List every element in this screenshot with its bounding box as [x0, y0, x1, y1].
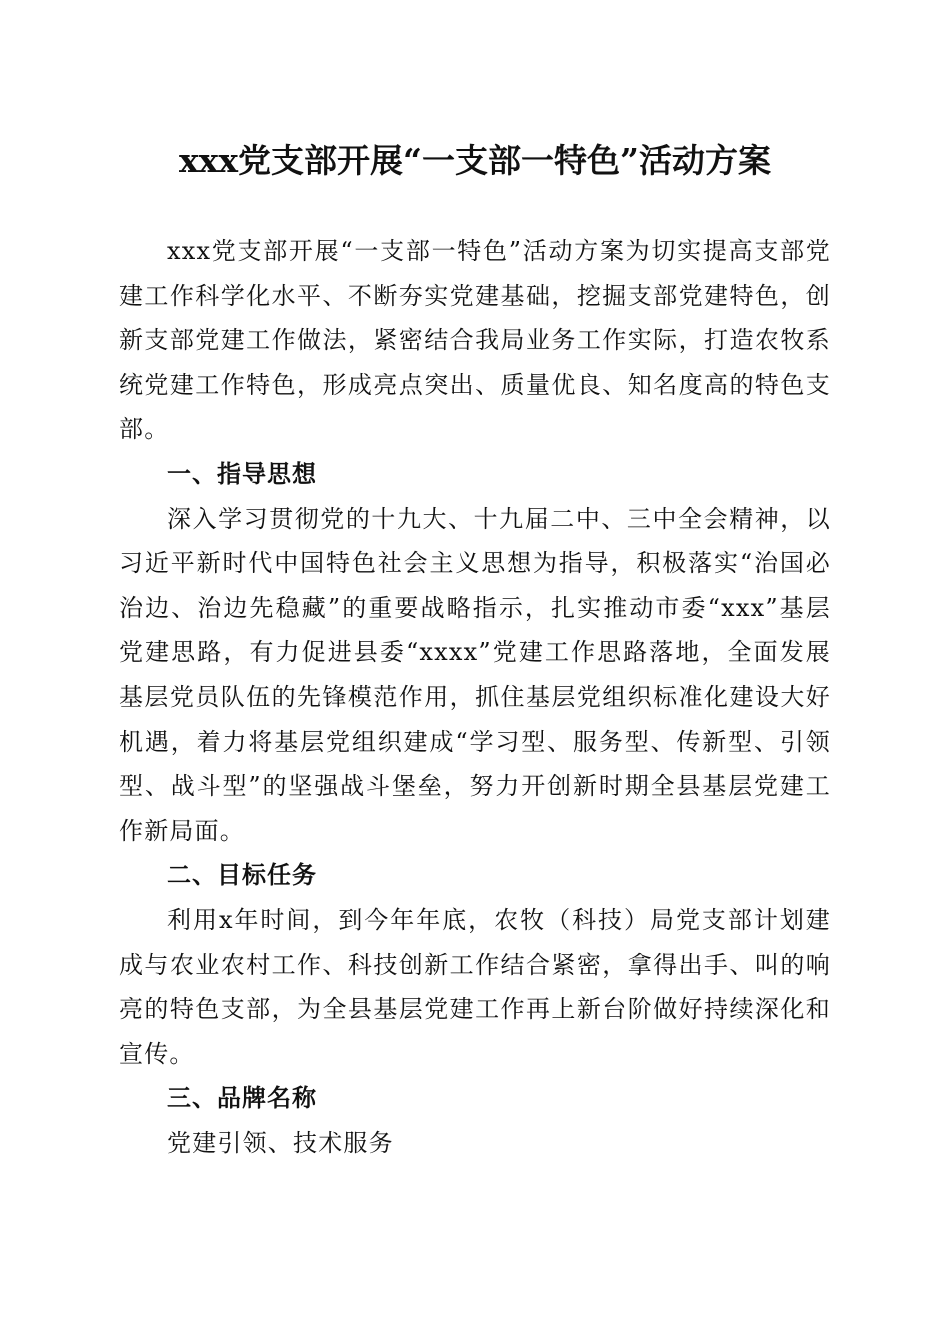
section-heading-brand-name: 三、品牌名称 [167, 1084, 317, 1113]
section-paragraph-guiding-ideology: 深入学习贯彻党的十九大、十九届二中、三中全会精神，以习近平新时代中国特色社会主义思想为指导，积极落实“治国必治边、治边先稳藏”的重要战略指示，扎实推动市委“xxx”基层党建思路，有力促进县委“xxxx”党建工作思路落地，全面发展基层党员队伍的先锋模范作用，抓住基层党组织标准化建设大好机遇，着力将基层党组织建成“学习型、服务型、传新型、引领型、战斗型”的坚强战斗堡垒，努力开创新时期全县基层党建工作新局面。 [119, 504, 831, 845]
section-paragraph-brand-name: 党建引领、技术服务 [167, 1128, 394, 1157]
section-paragraph-target-tasks: 利用x年时间，到今年年底，农牧（科技）局党支部计划建成与农业农村工作、科技创新工作结合紧密，拿得出手、叫的响亮的特色支部，为全县基层党建工作再上新台阶做好持续深化和宣传。 [119, 905, 831, 1068]
section-heading-target-tasks: 二、目标任务 [167, 861, 317, 890]
document-title: xxx党支部开展“一支部一特色”活动方案 [179, 141, 771, 180]
intro-paragraph: xxx党支部开展“一支部一特色”活动方案为切实提高支部党建工作科学化水平、不断夯实党建基础，挖掘支部党建特色，创新支部党建工作做法，紧密结合我局业务工作实际，打造农牧系统党建工作特色，形成亮点突出、质量优良、知名度高的特色支部。 [119, 237, 831, 444]
document-body [119, 229, 831, 1165]
section-heading-guiding-ideology: 一、指导思想 [167, 459, 317, 488]
